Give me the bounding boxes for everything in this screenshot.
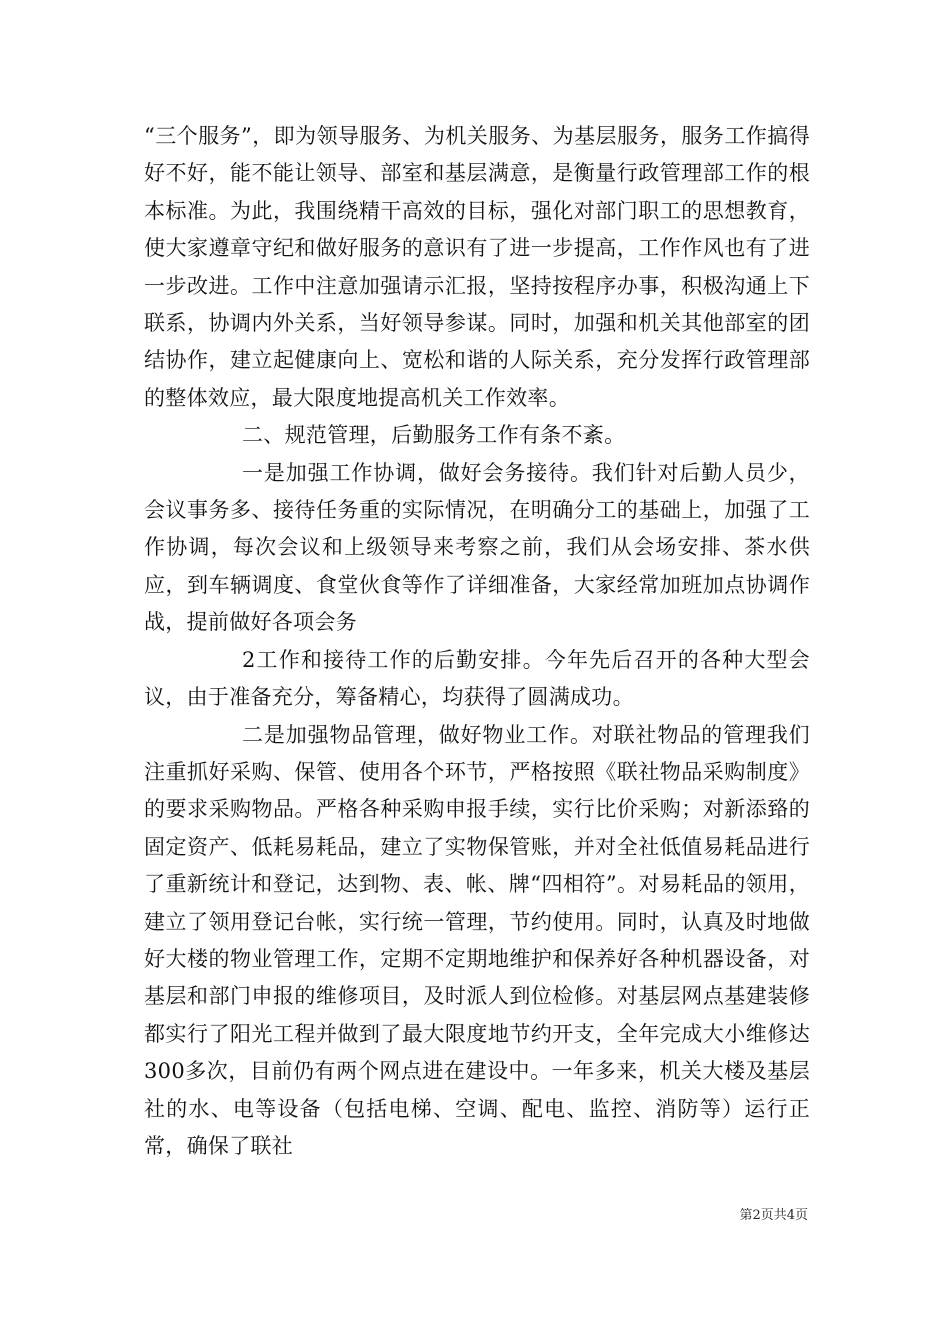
paragraph-meeting-reception: 一是加强工作协调，做好会务接待。我们针对后勤人员少，会议事务多、接待任务重的实际情况，在明确分工的基础上，加强了工作协调，每次会议和上级领导来考察之前，我们从会场安排、茶水供应，到车辆调度、食堂伙食等作了详细准备，大家经常加班加点协调作战，提前做好各项会务 bbox=[144, 460, 810, 635]
document-body bbox=[144, 118, 810, 1165]
paragraph-service-standards: “三个服务”，即为领导服务、为机关服务、为基层服务，服务工作搞得好不好，能不能让领导、部室和基层满意，是衡量行政管理部工作的根本标准。为此，我围绕精干高效的目标，强化对部门职工的思想教育，使大家遵章守纪和做好服务的意识有了进一步提高，工作作风也有了进一步改进。工作中注意加强请示汇报，坚持按程序办事，积极沟通上下联系，协调内外关系，当好领导参谋。同时，加强和机关其他部室的团结协作，建立起健康向上、宽松和谐的人际关系，充分发挥行政管理部的整体效应，最大限度地提高机关工作效率。 bbox=[144, 124, 810, 410]
section-heading-logistics: 二、规范管理，后勤服务工作有条不紊。 bbox=[242, 423, 626, 448]
paragraph-meeting-arrangements: 2工作和接待工作的后勤安排。今年先后召开的各种大型会议，由于准备充分，筹备精心，均获得了圆满成功。 bbox=[144, 647, 810, 710]
page-number-footer: 第2页共4页 bbox=[739, 1208, 808, 1223]
paragraph-goods-management: 二是加强物品管理，做好物业工作。对联社物品的管理我们注重抓好采购、保管、使用各个环节，严格按照《联社物品采购制度》的要求采购物品。严格各种采购申报手续，实行比价采购；对新添臵的固定资产、低耗易耗品，建立了实物保管账，并对全社低值易耗品进行了重新统计和登记，达到物、表、帐、牌“四相符”。对易耗品的领用，建立了领用登记台帐，实行统一管理，节约使用。同时，认真及时地做好大楼的物业管理工作，定期不定期地维护和保养好各种机器设备，对基层和部门申报的维修项目，及时派人到位检修。对基层网点基建装修都实行了阳光工程并做到了最大限度地节约开支，全年完成大小维修达300多次，目前仍有两个网点进在建设中。一年多来，机关大楼及基层社的水、电等设备（包括电梯、空调、配电、监控、消防等）运行正常，确保了联社 bbox=[144, 722, 810, 1158]
